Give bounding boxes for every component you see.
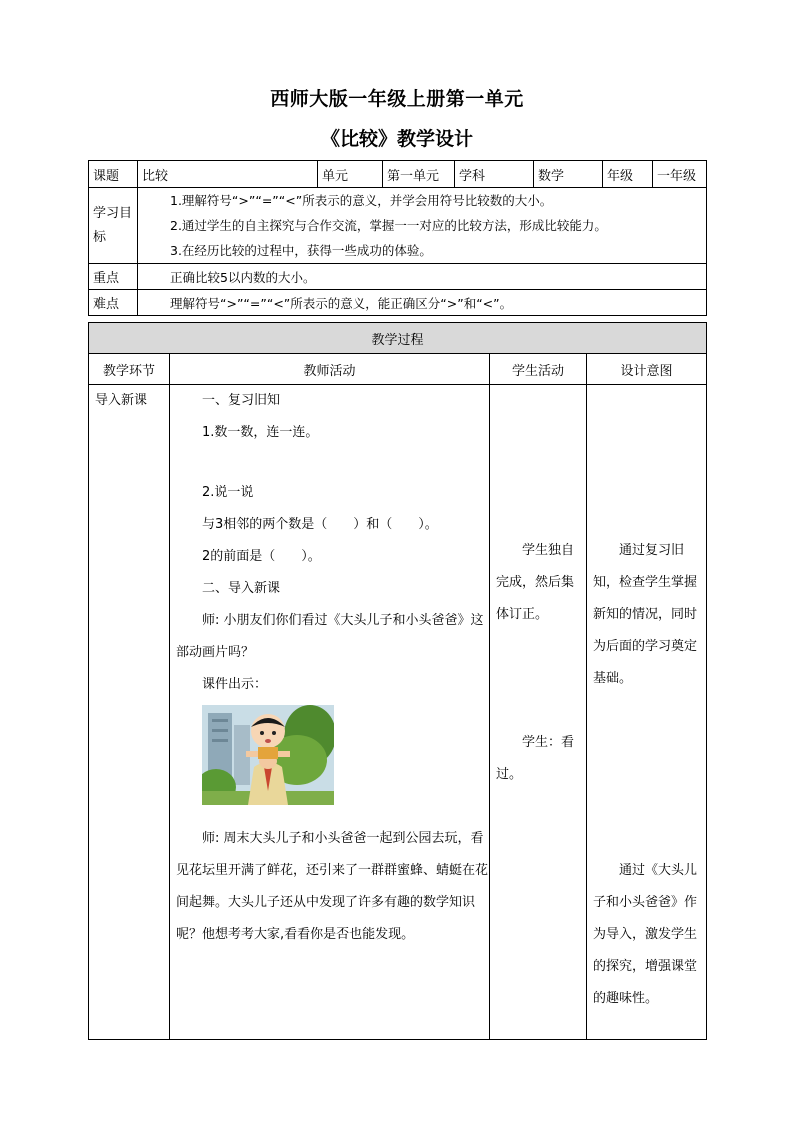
student-line: 学生独自完成，然后集体订正。: [496, 543, 575, 622]
teacher-activity-cell: [170, 385, 490, 1040]
stage-label: 导入新课: [95, 393, 148, 408]
header-intent: 设计意图: [587, 354, 707, 385]
key-point-label: 重点: [89, 264, 138, 290]
header-teacher: 教师活动: [170, 354, 490, 385]
header-student: 学生活动: [490, 354, 587, 385]
grade-label: 年级: [603, 161, 653, 188]
objective-item: 2.通过学生的自主探究与合作交流，掌握一一对应的比较方法，形成比较能力。: [170, 218, 607, 233]
teacher-line: 2.说一说: [202, 485, 254, 500]
teacher-line: 课件出示：: [202, 677, 268, 692]
intent-line: 通过复习旧知，检查学生掌握新知的情况，同时为后面的学习奠定基础。: [593, 543, 698, 686]
topic-label: 课题: [89, 161, 138, 188]
teacher-line: 师: 周末大头儿子和小头爸爸一起到公园去玩，看见花坛里开满了鲜花，还引来了一群群蜜蜂、蜻蜓在花间起舞。大头儿子还从中发现了许多有趣的数学知识呢？他想考考大家,看看你是否也能发现。: [176, 831, 489, 942]
teacher-line: 1.数一数，连一连。: [202, 425, 319, 440]
objectives-list: [138, 188, 707, 264]
difficulty-text: 理解符号“>”“=”“<”所表示的意义，能正确区分“>”和“<”。: [138, 290, 707, 316]
teacher-line: 二、导入新课: [202, 581, 281, 596]
student-activity-cell: [490, 385, 587, 1040]
objective-item: 1.理解符号“>”“=”“<”所表示的意义，并学会用符号比较数的大小。: [170, 193, 553, 208]
unit-value: 第一单元: [383, 161, 455, 188]
unit-label: 单元: [318, 161, 383, 188]
header-stage: 教学环节: [89, 354, 170, 385]
teacher-line: 师: 小朋友们你们看过《大头儿子和小头爸爸》这部动画片吗？: [176, 613, 484, 660]
intent-line: 通过《大头儿子和小头爸爸》作为导入，激发学生的探究，增强课堂的趣味性。: [593, 863, 698, 1006]
design-intent-cell: [587, 385, 707, 1040]
subject-value: 数学: [534, 161, 603, 188]
process-table: [88, 322, 707, 1040]
key-point-text: 正确比较5以内数的大小。: [138, 264, 707, 290]
difficulty-label: 难点: [89, 290, 138, 316]
teacher-line: 一、复习旧知: [202, 393, 281, 408]
document-title: 西师大版一年级上册第一单元: [270, 88, 524, 110]
teacher-line: 与3相邻的两个数是（ ）和（ ）。: [202, 517, 438, 532]
student-line: 学生：看过。: [496, 735, 575, 782]
objectives-label: 学习目标: [89, 188, 138, 264]
stage-cell: [89, 385, 170, 1040]
info-table: [88, 160, 707, 316]
teacher-line: 2的前面是（ ）。: [202, 549, 321, 564]
document-subtitle: 《比较》教学设计: [320, 128, 473, 150]
subject-label: 学科: [455, 161, 534, 188]
process-title: 教学过程: [89, 323, 707, 354]
cartoon-image: [202, 705, 334, 805]
grade-value: 一年级: [653, 161, 707, 188]
objective-item: 3.在经历比较的过程中，获得一些成功的体验。: [170, 243, 432, 258]
topic-value: 比较: [138, 161, 318, 188]
